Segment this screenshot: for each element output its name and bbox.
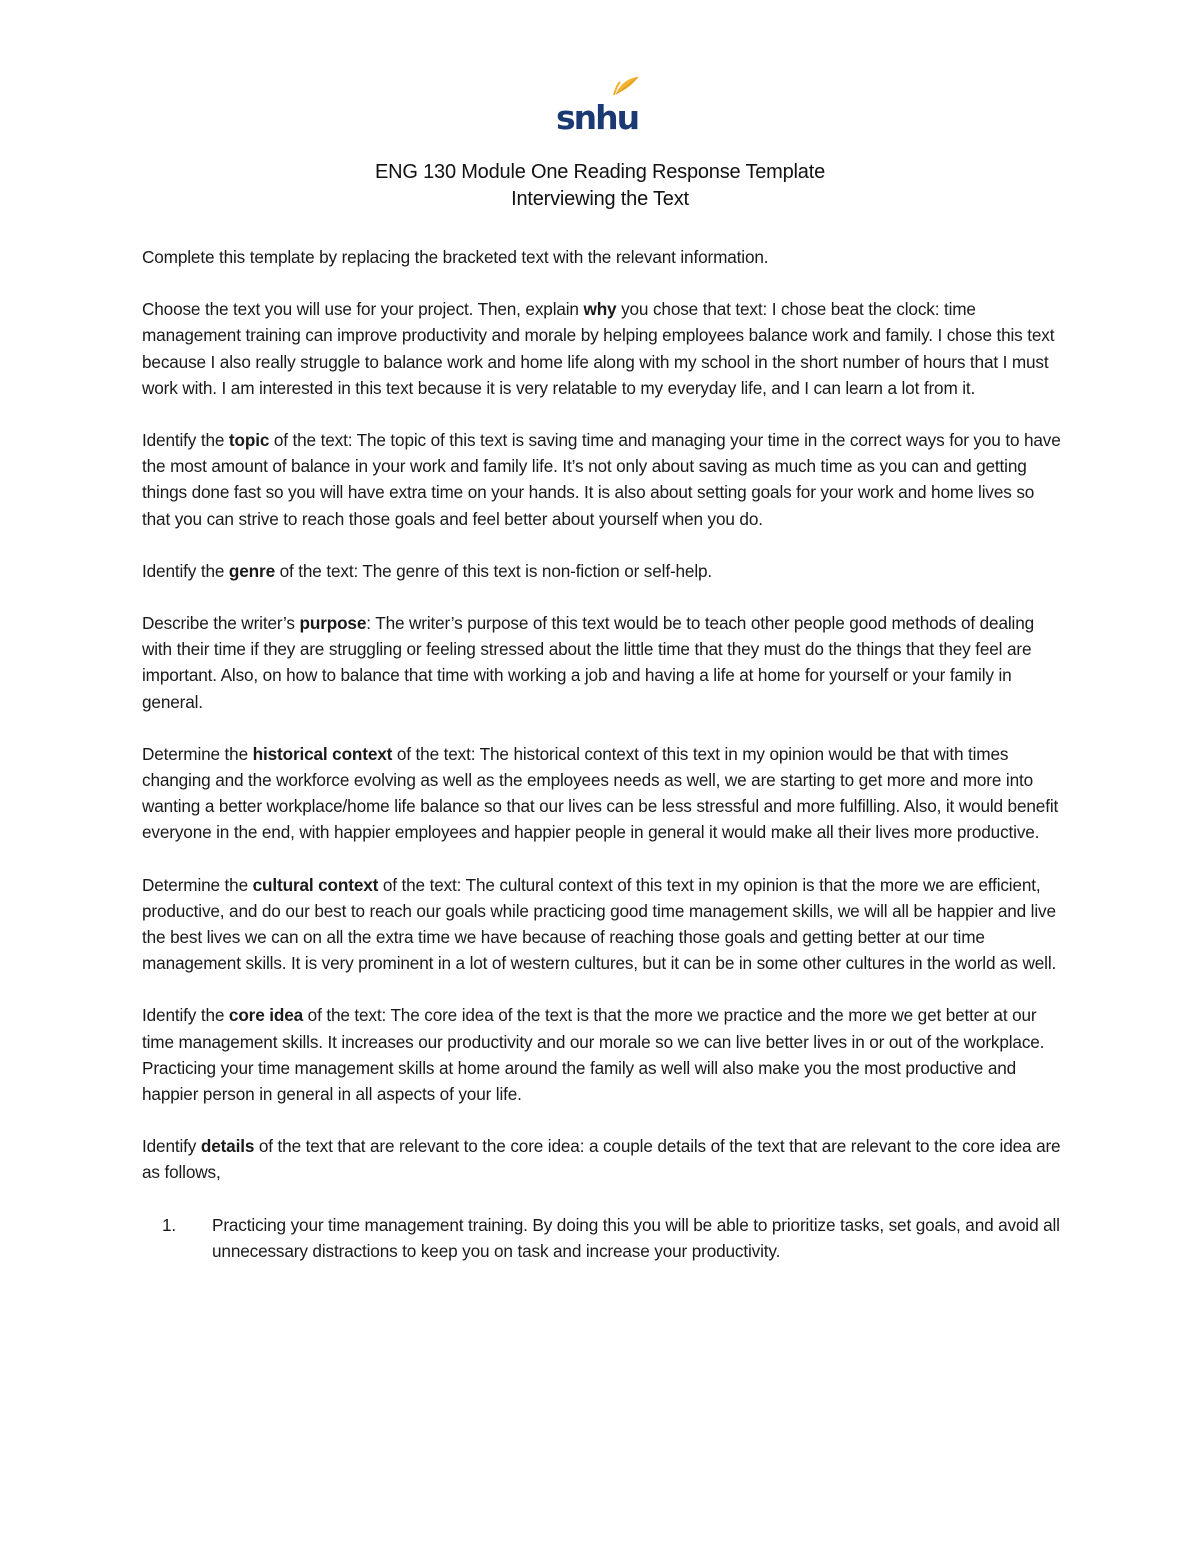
section-topic xyxy=(142,427,1062,532)
section-keyword: cultural context xyxy=(252,874,379,895)
section-purpose xyxy=(142,610,1062,715)
section-genre xyxy=(142,558,1062,584)
section-keyword: why xyxy=(583,299,617,320)
section-prompt-end: you chose that text: xyxy=(616,299,768,320)
section-response: The genre of this text is non-fiction or self-help. xyxy=(358,560,713,581)
document-body xyxy=(142,244,1062,1264)
section-keyword: topic xyxy=(228,430,270,451)
section-prompt-end: of the text: xyxy=(274,560,359,581)
section-cultural-context xyxy=(142,872,1062,977)
section-prompt: Determine the xyxy=(142,874,253,895)
list-item xyxy=(142,1212,1062,1264)
title-line-1: ENG 130 Module One Reading Response Template xyxy=(375,161,825,183)
svg-text:snhu: snhu xyxy=(556,98,639,134)
section-keyword: historical context xyxy=(252,743,393,764)
section-response: The core idea of the text is that the more we practice and the more we get better at our time management skills. It increases our productivity and our morale so we can live better lives in or out of the workplace. Practicing your time management skills at home around the family as well will also make you the most productive and happier person in general in all aspects of your life. xyxy=(142,1005,1045,1105)
section-response: The historical context of this text in my opinion would be that with times changing and the workforce evolving as well as the employees needs as well, we are starting to get more and more into wanting a better workplace/home life balance so that our lives can be less stressful and more fulfilling. Also, it would benefit everyone in the end, with happier employees and happier people in general it would make all their lives more productive. xyxy=(142,743,1059,843)
section-response: a couple details of the text that are relevant to the core idea are as follows, xyxy=(142,1136,1061,1183)
section-response: I chose beat the clock: time management training can improve productivity and morale by helping employees balance work and family. I chose this text because I also really struggle to balance work and home life along with my school in the short number of hours that I must work with. I am interested in this text because it is very relatable to my everyday life, and I can learn a lot from it. xyxy=(142,299,1055,398)
section-core-idea xyxy=(142,1002,1062,1107)
snhu-logo xyxy=(554,74,644,134)
document-title xyxy=(0,159,1200,213)
section-response: The cultural context of this text in my opinion is that the more we are efficient, productive, and do our best to reach our goals while practicing good time management skills, we will all be happier and live the best lives we can on all the extra time we have because of reaching those goals and getting better at our time management skills. It is very prominent in a lot of western cultures, but it can be in some other cultures in the world as well. xyxy=(142,874,1057,974)
section-why xyxy=(142,296,1062,401)
section-prompt-end: of the text: xyxy=(303,1005,387,1026)
section-prompt-end: : xyxy=(366,613,371,634)
section-prompt: Identify the xyxy=(142,1005,229,1026)
section-details xyxy=(142,1133,1062,1185)
section-prompt-end: of the text: xyxy=(392,743,476,764)
instructions-paragraph: Complete this template by replacing the bracketed text with the relevant information. xyxy=(142,247,769,267)
section-prompt: Determine the xyxy=(142,743,253,764)
section-keyword: core idea xyxy=(228,1005,304,1026)
section-prompt-end: of the text that are relevant to the core idea: xyxy=(254,1136,585,1157)
section-historical-context xyxy=(142,741,1062,846)
section-prompt: Describe the writer’s xyxy=(142,613,300,634)
section-prompt: Identify xyxy=(142,1136,201,1157)
section-response: The writer’s purpose of this text would be to teach other people good methods of dealing with their time if they are struggling or feeling stressed about the little time that they must do the things that they feel are important. Also, on how to balance that time with working a job and having a life at home for yourself or your family in general. xyxy=(142,613,1035,712)
list-item-text: Practicing your time management training. By doing this you will be able to prioritize tasks, set goals, and avoid all unnecessary distractions to keep you on task and increase your productivity. xyxy=(212,1214,1060,1261)
section-prompt-end: of the text: xyxy=(269,430,353,451)
section-prompt: Choose the text you will use for your project. Then, explain xyxy=(142,299,584,320)
section-keyword: genre xyxy=(228,560,275,581)
section-response: The topic of this text is saving time and managing your time in the correct ways for you to have the most amount of balance in your work and family life. It’s not only about saving as much time as you can and getting things done fast so you will have extra time on your hands. It is also about setting goals for your work and home lives so that you can strive to reach those goals and feel better about yourself when you do. xyxy=(142,430,1061,529)
section-keyword: purpose xyxy=(299,613,367,634)
title-line-2: Interviewing the Text xyxy=(511,188,689,210)
section-prompt-end: of the text: xyxy=(378,874,462,895)
list-item-number: 1. xyxy=(162,1214,177,1235)
section-prompt: Identify the xyxy=(142,560,229,581)
snhu-logo-graphic xyxy=(554,74,644,134)
details-list xyxy=(142,1212,1062,1264)
section-keyword: details xyxy=(200,1136,255,1157)
section-prompt: Identify the xyxy=(142,430,229,451)
